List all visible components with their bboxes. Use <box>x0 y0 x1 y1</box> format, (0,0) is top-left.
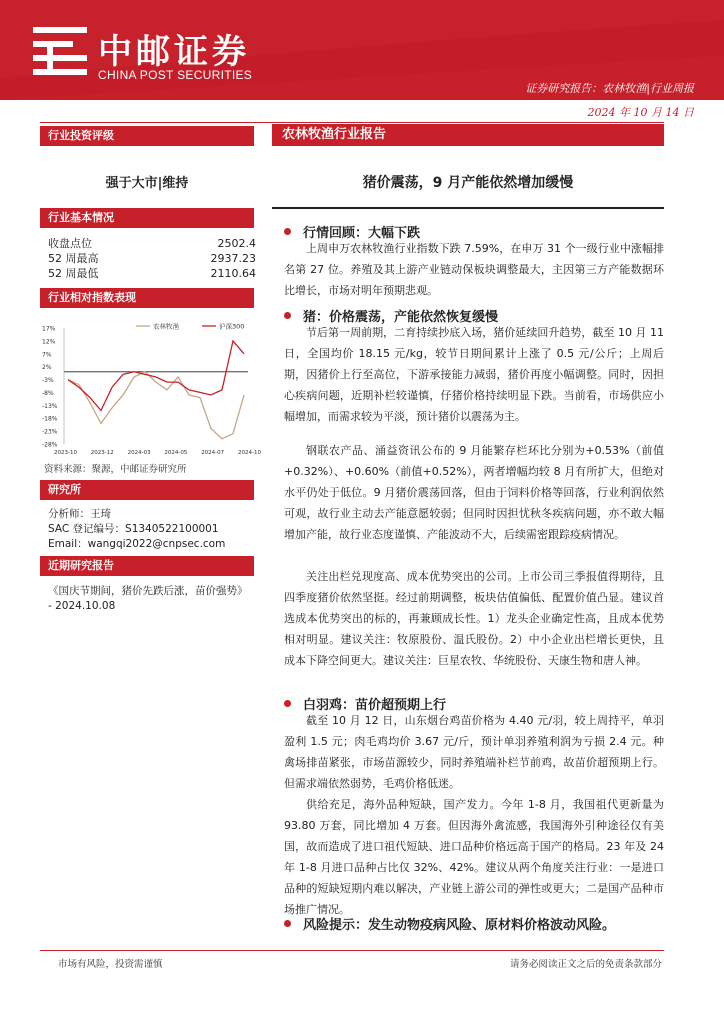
y-tick-label: 12% <box>42 338 56 346</box>
footer-risk-note: 市场有风险，投资需谨慎 <box>58 959 163 970</box>
brand-name-cn: 中邮证券 <box>98 32 250 72</box>
legend-label: 农林牧渔 <box>153 322 179 331</box>
series-line-agri <box>68 372 244 439</box>
y-tick-label: -3% <box>42 377 54 385</box>
basic-value: 2110.64 <box>210 267 256 280</box>
basic-info-title-bar: 行业基本情况 <box>40 208 254 228</box>
legend-label: 沪深300 <box>219 322 245 331</box>
paragraph: 上周申万农林牧渔行业指数下跌 7.59%，在申万 31 个一级行业中涨幅排名第 27 位。养殖及其上游产业链动保板块调整最大，主因第三方产能数据环比增长，市场对明年预期悲观。 <box>284 242 664 297</box>
recent-reports-title-bar: 近期研究报告 <box>40 556 254 576</box>
paragraph: 关注出栏兑现度高、成本优势突出的公司。上市公司三季报值得期待，且四季度猪价依然坚挺。经过前期调整，板块估值偏低、配置价值凸显。建议首选成本优势突出的标的，再兼顾成长性。1）龙头企业确定性高，且成本优势相对明显。建议关注：牧原股份、温氏股份。2）中小企业出栏增长更快，且成本下降空间更大。建议关注：巨星农牧、华统股份、天康生物和唐人神。 <box>284 570 664 667</box>
y-tick-label: -18% <box>42 415 58 423</box>
y-tick-label: -23% <box>42 428 58 436</box>
y-tick-label: 2% <box>42 364 52 372</box>
paragraph: 截至 10 月 12 日，山东烟台鸡苗价格为 4.40 元/羽，较上周持平，单羽盈利 1.5 元；肉毛鸡均价 3.67 元/斤，预计单羽养殖利润为亏损 2.4 元。种禽场排苗紧张，市场苗源较少，同时养殖端补栏节前鸡，故苗价超预期上行。但需求端依然弱势，毛鸡价格低迷。 <box>284 714 664 790</box>
section-heading-text: 猪：价格震荡，产能依然恢复缓慢 <box>303 310 499 325</box>
paragraph: 钢联农产品、涌益资讯公布的 9 月能繁存栏环比分别为+0.53%（前值+0.32%）、+0.60%（前值+0.52%），两者增幅均较 8 月有所扩大，但绝对水平仍处于低位。9 月猪价震荡回落，但由于饲料价格等回落，行业利润依然可观，故行业主动去产能意愿较弱；但同时因担忧秋冬疾病问题，亦不敢大幅增加产能，故行业态度谨慎、产能波动不大，后续需密跟踪疫病情况。 <box>284 444 664 541</box>
analyst-email[interactable]: Email：wangqi2022@cnpsec.com <box>48 538 226 550</box>
footer-divider <box>40 950 664 951</box>
paragraph: 供给充足，海外品种短缺，国产发力。今年 1-8 月，我国祖代更新量为 93.80 万套，同比增加 4 万套。但因海外禽流感，我国海外引种途径仅有美国，故而造成了进口祖代短缺、进口品种价格远高于国产的格局。23 年及 24 年 1-8 月进口品种占比仅 32%、42%。建议从两个角度关注行业：一是进口品种的短缺短期内难以解决，产业链上游公司的弹性或更大；二是国产品种市场推广情况。 <box>284 798 664 916</box>
section-heading <box>284 914 615 933</box>
x-tick-label: 2024-07 <box>201 450 225 456</box>
basic-key: 收盘点位 <box>48 237 92 250</box>
sac-number: SAC 登记编号：S1340522100001 <box>48 523 219 535</box>
x-tick-label: 2023-12 <box>90 450 114 456</box>
bullet-dot-icon <box>284 920 291 927</box>
x-tick-label: 2024-10 <box>238 450 261 456</box>
china-post-logo-icon <box>30 22 90 84</box>
report-title: 猪价震荡，9 月产能依然增加缓慢 <box>362 175 574 191</box>
basic-row <box>48 266 256 281</box>
rating-value: 强于大市|维持 <box>105 176 189 191</box>
basic-key: 52 周最低 <box>48 267 99 280</box>
basic-row <box>48 251 256 266</box>
y-tick-label: -28% <box>42 441 58 449</box>
analyst-name: 分析师：王琦 <box>48 508 111 520</box>
y-tick-label: 17% <box>42 325 56 333</box>
chart-source: 资料来源：聚源，中邮证券研究所 <box>44 464 187 475</box>
bullet-dot-icon <box>284 312 291 319</box>
section-bar: 农林牧渔行业报告 <box>272 124 664 146</box>
research-title-bar: 研究所 <box>40 480 254 500</box>
basic-value: 2502.4 <box>217 237 256 250</box>
section-heading-text: 行情回顾：大幅下跌 <box>303 226 421 241</box>
title-divider <box>272 207 664 209</box>
header-divider <box>40 122 664 123</box>
section-heading-text: 风险提示：发生动物疫病风险、原材料价格波动风险。 <box>303 918 616 933</box>
bullet-dot-icon <box>284 228 291 235</box>
bullet-dot-icon <box>284 700 291 707</box>
relative-index-chart <box>40 318 261 458</box>
paragraph: 节后第一周前期，二育持续抄底入场，猪价延续回升趋势，截至 10 月 11 日，全国均价 18.15 元/kg，较节日期间累计上涨了 0.5 元/公斤；上周后期，因猪价上行至高位，下游承接能力减弱，猪价再度小幅调整。同时，因担心疾病问题，近期补栏较谨慎，仔猪价格持续明显下跌。当前看，市场供应小幅增加，而需求较为平淡，预计猪价以震荡为主。 <box>284 326 664 423</box>
footer-disclaimer-note: 请务必阅读正文之后的免责条款部分 <box>509 959 662 970</box>
section-heading-text: 白羽鸡：苗价超预期上行 <box>303 698 447 713</box>
x-tick-label: 2024-05 <box>164 450 188 456</box>
report-date: 2024 年 10 月 14 日 <box>587 106 694 119</box>
basic-value: 2937.23 <box>210 252 256 265</box>
basic-row <box>48 236 256 251</box>
brand-name-en: CHINA POST SECURITIES <box>98 68 253 82</box>
x-tick-label: 2024-03 <box>127 450 151 456</box>
report-type: 证券研究报告：农林牧渔|行业周报 <box>525 82 694 95</box>
basic-key: 52 周最高 <box>48 252 99 265</box>
y-tick-label: 7% <box>42 351 52 359</box>
recent-report-link[interactable]: 《国庆节期间，猪价先跌后涨，苗价强势》 - 2024.10.08 <box>48 585 248 612</box>
series-line-hs300 <box>68 341 244 411</box>
y-tick-label: -13% <box>42 402 58 410</box>
rating-title-bar: 行业投资评级 <box>40 126 254 146</box>
y-tick-label: -8% <box>42 389 54 397</box>
index-title-bar: 行业相对指数表现 <box>40 288 254 308</box>
x-tick-label: 2023-10 <box>54 450 77 456</box>
